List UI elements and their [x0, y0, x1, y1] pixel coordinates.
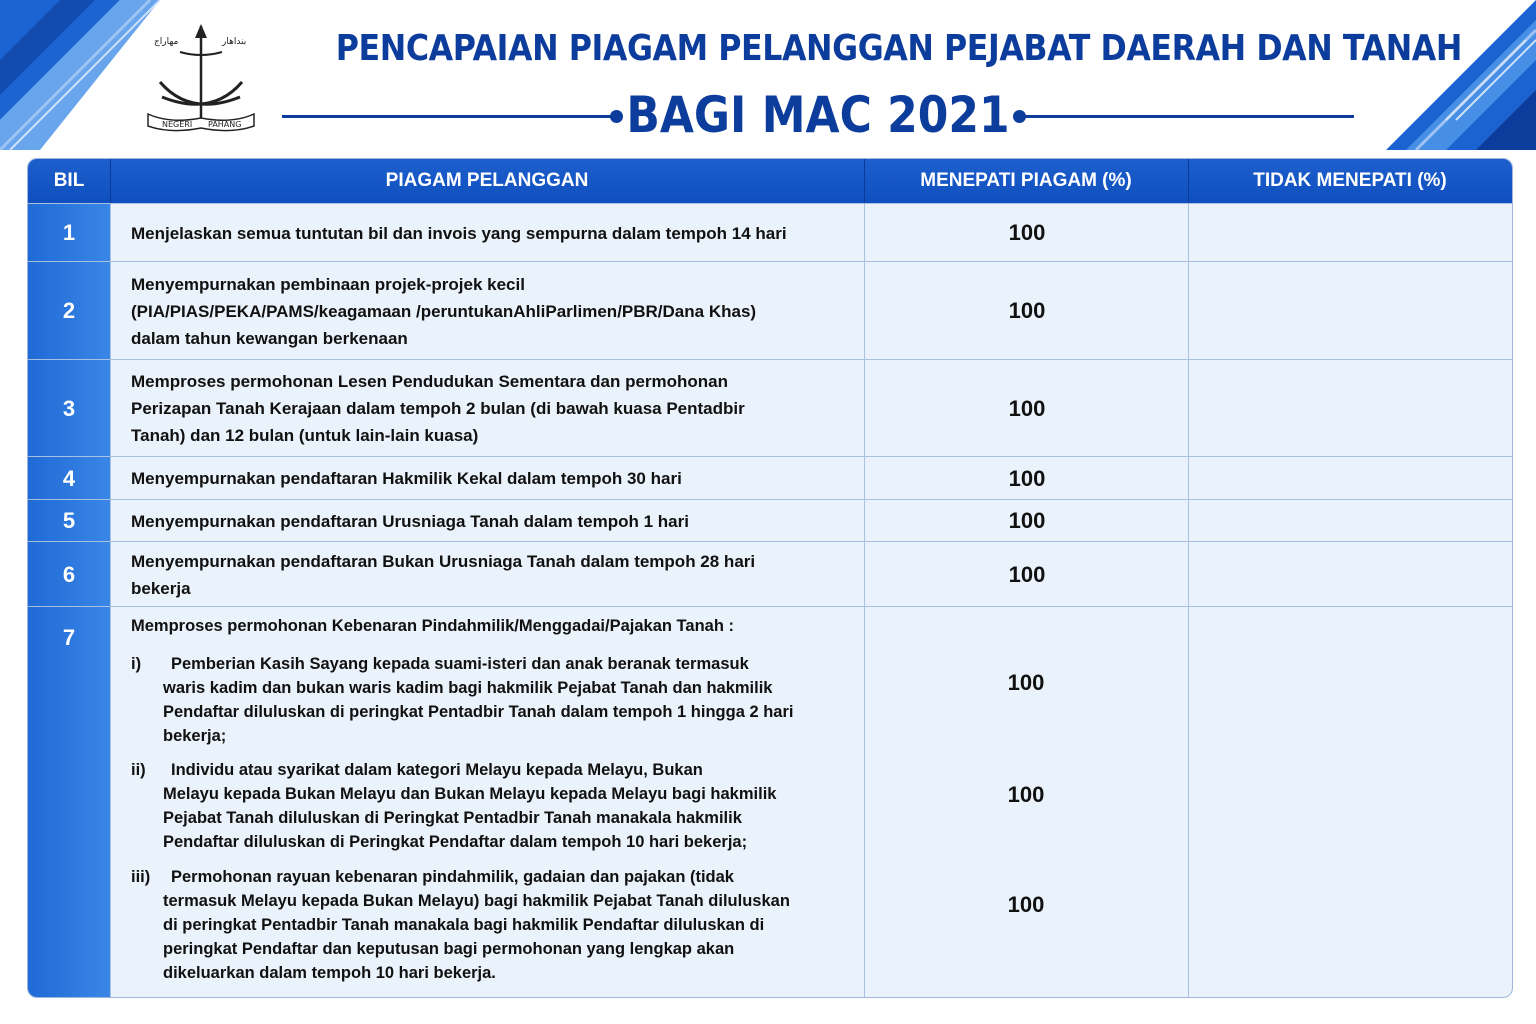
sub-item-number: i): [131, 655, 142, 673]
row-text-line: Perizapan Tanah Kerajaan dalam tempoh 2 bulan (di bawah kuasa Pentadbir: [131, 399, 745, 418]
row-description: [110, 542, 864, 607]
table-header: [28, 159, 1512, 203]
row-tidak-menepati-value: [1188, 457, 1513, 500]
sub-item-line: di peringkat Pentadbir Tanah manakala bagi hakmilik Pendaftar diluluskan di: [163, 916, 765, 934]
row-description: [110, 262, 864, 360]
table-row: [28, 541, 1512, 607]
sub-item-iii: [131, 865, 831, 985]
row-intro-text: Memproses permohonan Kebenaran Pindahmilik/Menggadai/Pajakan Tanah :: [131, 617, 734, 635]
row-number: 5: [28, 500, 110, 542]
row-description: [110, 607, 865, 998]
sub-item-line: Pendaftar diluluskan di Peringkat Pendaftar dalam tempoh 10 hari bekerja;: [163, 833, 748, 851]
row-menepati-value: 100: [864, 360, 1189, 457]
sub-item-ii: [131, 758, 831, 854]
sub-item-line: waris kadim dan bukan waris kadim bagi hakmilik Pejabat Tanah dan hakmilik: [163, 679, 773, 697]
row-text-line: dalam tahun kewangan berkenaan: [131, 328, 408, 348]
sub-item-number: iii): [131, 868, 151, 886]
header-menepati: MENEPATI PIAGAM (%): [864, 159, 1189, 203]
row-text-line: Tanah) dan 12 bulan (untuk lain-lain kuasa): [131, 426, 479, 445]
table-row: [28, 203, 1512, 262]
page-title: PENCAPAIAN PIAGAM PELANGGAN PEJABAT DAERAH DAN TANAH: [335, 28, 1462, 69]
emblem-ribbon-left: NEGERI: [162, 120, 193, 129]
sub-item-line: peringkat Pendaftar dan keputusan bagi permohonan yang lengkap akan: [163, 940, 735, 958]
row-text-line: Menyempurnakan pembinaan projek-projek kecil: [131, 274, 525, 294]
row-tidak-menepati-value: [1188, 262, 1513, 360]
row-menepati-value: 100: [864, 500, 1189, 542]
sub-item-line: Pemberian Kasih Sayang kepada suami-isteri dan anak beranak termasuk: [171, 655, 749, 673]
row-description: [110, 360, 864, 457]
row-number: 7: [28, 607, 110, 998]
row-text-line: bekerja: [131, 578, 191, 598]
row-description: [110, 457, 864, 500]
row-number: 1: [28, 204, 110, 262]
row-menepati-value: 100: [1007, 782, 1045, 807]
row-text-line: Menyempurnakan pendaftaran Bukan Urusniaga Tanah dalam tempoh 28 hari: [131, 551, 756, 571]
subtitle-rule-right: [1022, 115, 1354, 118]
row-text-line: Memproses permohonan Lesen Pendudukan Sementara dan permohonan: [131, 372, 729, 391]
page-subtitle: BAGI MAC 2021: [626, 86, 1010, 144]
row-text-line: Menjelaskan semua tuntutan bil dan invois yang sempurna dalam tempoh 14 hari: [131, 223, 787, 243]
charter-table: [27, 158, 1513, 998]
pahang-emblem-logo: [140, 22, 262, 138]
sub-item-number: ii): [131, 761, 146, 779]
row-tidak-menepati-value: [1188, 204, 1513, 262]
table-row: [28, 359, 1512, 457]
row-number: 2: [28, 262, 110, 360]
row-tidak-menepati-value: [1188, 607, 1513, 998]
header-piagam: PIAGAM PELANGGAN: [110, 159, 865, 203]
column-divider: [864, 607, 865, 998]
emblem-ribbon-right: PAHANG: [208, 120, 242, 129]
row-number: 6: [28, 542, 110, 607]
table-row: [28, 499, 1512, 542]
row-text-line: (PIA/PIAS/PEKA/PAMS/keagamaan /peruntukanAhliParlimen/PBR/Dana Khas): [131, 301, 757, 321]
sub-item-line: Melayu kepada Bukan Melayu dan Bukan Melayu kepada Melayu bagi hakmilik: [163, 785, 777, 803]
row-menepati-value: 100: [864, 457, 1189, 500]
row-menepati-value: 100: [1007, 892, 1045, 917]
header-tidak-menepati: TIDAK MENEPATI (%): [1253, 170, 1447, 191]
corner-decoration-right: [1386, 0, 1536, 150]
sub-item-i: [131, 652, 831, 748]
page-subtitle-group: [282, 86, 1354, 146]
row-tidak-menepati-value: [1188, 500, 1513, 542]
emblem-text-left: ﻣﻬﺎﺭﺍﺝ: [154, 37, 179, 47]
row-text-line: Menyempurnakan pendaftaran Hakmilik Kekal dalam tempoh 30 hari: [131, 469, 682, 488]
row-tidak-menepati-value: [1188, 542, 1513, 607]
table-row: [28, 261, 1512, 360]
corner-decoration-left: [0, 0, 160, 150]
row-menepati-value: 100: [864, 204, 1189, 262]
sub-item-line: Permohonan rayuan kebenaran pindahmilik, gadaian dan pajakan (tidak: [171, 868, 734, 886]
sub-item-line: termasuk Melayu kepada Bukan Melayu) bagi hakmilik Pejabat Tanah diluluskan: [163, 892, 790, 910]
emblem-text-right: ﺑﻨﺪﺍﻫﺎﺭ: [222, 37, 247, 47]
row-description: [110, 500, 864, 542]
row-menepati-value: 100: [864, 262, 1189, 360]
row-tidak-menepati-value: [1188, 360, 1513, 457]
sub-item-line: bekerja;: [163, 727, 227, 745]
row-menepati-value: 100: [1007, 670, 1045, 695]
row-menepati-value: 100: [864, 542, 1189, 607]
row-number: 4: [28, 457, 110, 500]
table-row: [28, 606, 1512, 998]
sub-item-line: Pejabat Tanah diluluskan di Peringkat Pentadbir Tanah manakala hakmilik: [163, 809, 742, 827]
row-description: [110, 204, 864, 262]
sub-item-line: Individu atau syarikat dalam kategori Melayu kepada Melayu, Bukan: [171, 761, 703, 779]
header-bil: BIL: [28, 159, 111, 203]
row-number: 3: [28, 360, 110, 457]
sub-item-line: Pendaftar diluluskan di peringkat Pentadbir Tanah dalam tempoh 1 hingga 2 hari: [163, 703, 794, 721]
row-text-line: Menyempurnakan pendaftaran Urusniaga Tanah dalam tempoh 1 hari: [131, 511, 689, 531]
sub-item-line: dikeluarkan dalam tempoh 10 hari bekerja.: [163, 964, 496, 982]
table-row: [28, 456, 1512, 500]
